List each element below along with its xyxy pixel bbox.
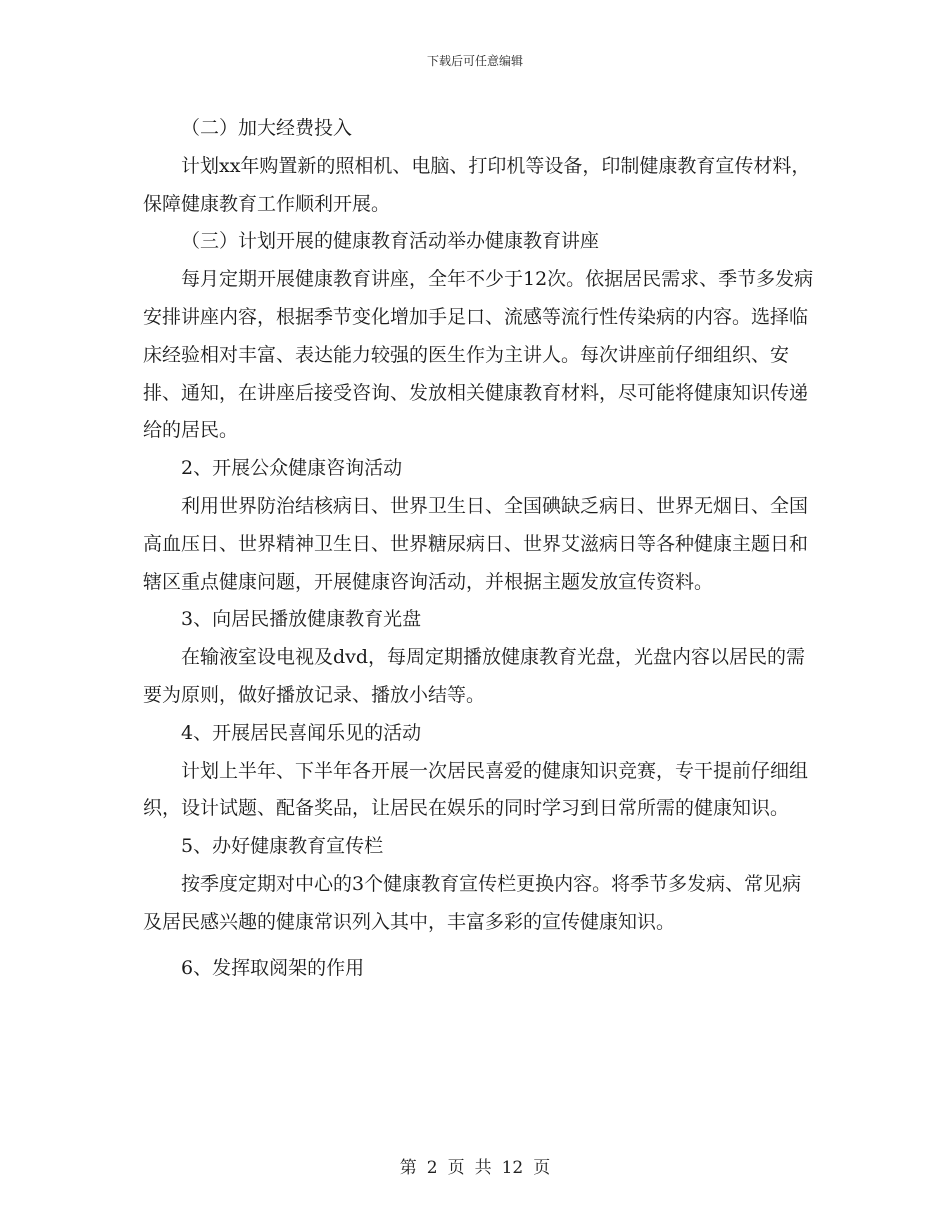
total-label: 共 (474, 1158, 492, 1178)
body-paragraph: 计划xx年购置新的照相机、电脑、打印机等设备，印制健康教育宣传材料，保障健康教育工作顺利开展。 (143, 154, 811, 215)
subsection-heading: 6、发挥取阅架的作用 (181, 956, 365, 979)
section-heading: （三）计划开展的健康教育活动举办健康教育讲座 (181, 230, 600, 253)
subsection-heading: 4、开展居民喜闻乐见的活动 (181, 721, 422, 744)
body-paragraph: 每月定期开展健康教育讲座，全年不少于12次。依据居民需求、季节多发病安排讲座内容，根据季节变化增加手足口、流感等流行性传染病的内容。选择临床经验相对丰富、表达能力较强的医生作为主讲人。每次讲座前仔细组织、安排、通知，在讲座后接受咨询、发放相关健康教育材料，尽可能将健康知识传递给的居民。 (143, 268, 814, 442)
subsection-heading: 3、向居民播放健康教育光盘 (181, 608, 422, 631)
page-label-mid: 页 (447, 1158, 465, 1178)
page-label-suffix: 页 (533, 1158, 551, 1178)
document-body (143, 110, 818, 987)
body-paragraph: 计划上半年、下半年各开展一次居民喜爱的健康知识竞赛，专干提前仔细组织，设计试题、配备奖品，让居民在娱乐的同时学习到日常所需的健康知识。 (143, 759, 809, 820)
subsection-heading: 2、开展公众健康咨询活动 (181, 457, 403, 480)
body-paragraph: 按季度定期对中心的3个健康教育宣传栏更换内容。将季节多发病、常见病及居民感兴趣的健康常识列入其中，丰富多彩的宣传健康知识。 (143, 872, 802, 933)
current-page-number: 2 (426, 1158, 438, 1178)
page-footer (0, 1153, 950, 1178)
page-header: 下载后可任意编辑 (426, 54, 523, 68)
section-heading: （二）加大经费投入 (181, 117, 353, 139)
subsection-heading: 5、办好健康教育宣传栏 (181, 835, 384, 858)
page-label-prefix: 第 (399, 1158, 417, 1178)
body-paragraph: 在输液室设电视及dvd，每周定期播放健康教育光盘，光盘内容以居民的需要为原则，做好播放记录、播放小结等。 (143, 646, 806, 706)
body-paragraph: 利用世界防治结核病日、世界卫生日、全国碘缺乏病日、世界无烟日、全国高血压日、世界精神卫生日、世界糖尿病日、世界艾滋病日等各种健康主题日和辖区重点健康问题，开展健康咨询活动，并根据主题发放宣传资料。 (143, 494, 809, 593)
total-pages-number: 12 (501, 1158, 524, 1178)
